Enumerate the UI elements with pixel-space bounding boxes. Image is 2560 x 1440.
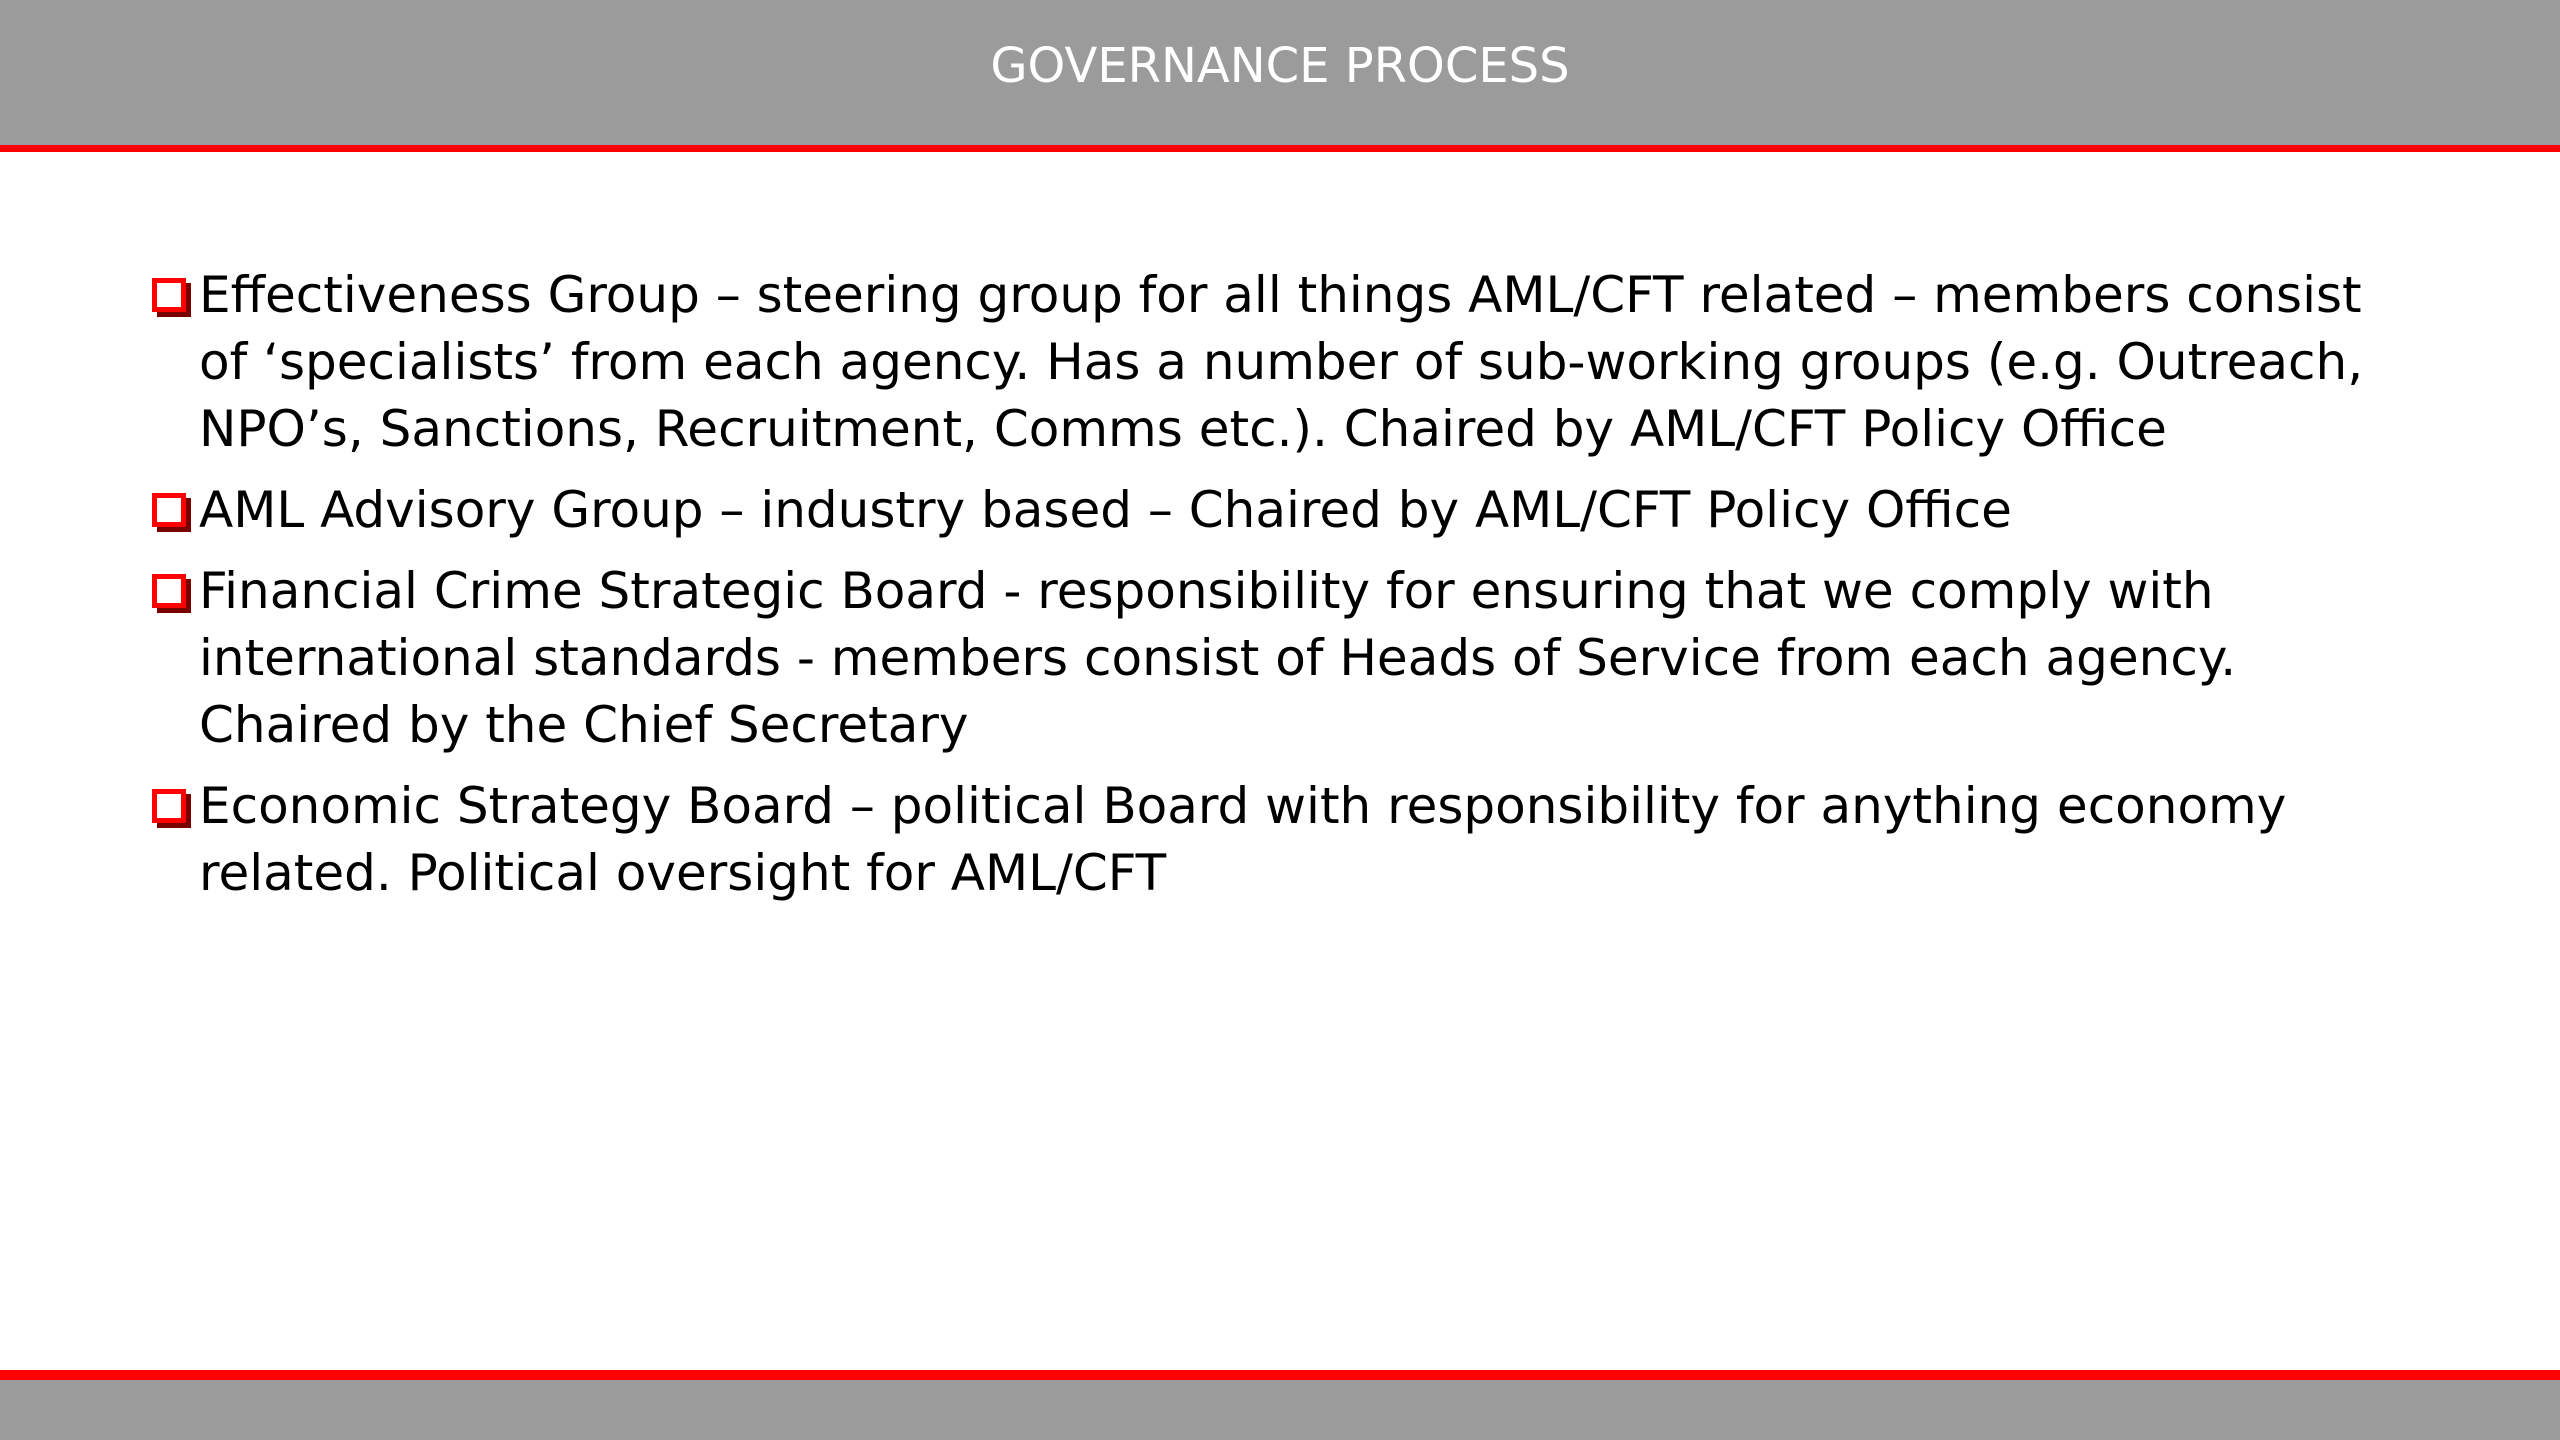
bullet-item-financial-crime-board	[152, 558, 2412, 759]
header-bar	[0, 0, 2560, 152]
bullet-item-effectiveness-group	[152, 262, 2412, 463]
hollow-square-bullet-icon	[152, 278, 186, 312]
bullet-text: Economic Strategy Board – political Board with responsibility for anything economy related. Political oversight for AML/CFT	[199, 777, 2287, 902]
footer-divider	[0, 1370, 2560, 1380]
content-area	[152, 262, 2412, 921]
bullet-list	[152, 262, 2412, 907]
bullet-text: Effectiveness Group – steering group for all things AML/CFT related – members consist of ‘specialists’ from each agency. Has a number of sub-working groups (e.g. Outreach, NPO’s, Sanctions, Recruitment, Comms etc.). Chaired by AML/CFT Policy Office	[199, 266, 2364, 458]
bullet-item-economic-strategy-board	[152, 773, 2412, 907]
hollow-square-bullet-icon	[152, 789, 186, 823]
hollow-square-bullet-icon	[152, 493, 186, 527]
footer-bar	[0, 1380, 2560, 1440]
slide-title: GOVERNANCE PROCESS	[990, 37, 1570, 94]
bullet-text: Financial Crime Strategic Board - responsibility for ensuring that we comply with international standards - members consist of Heads of Service from each agency. Chaired by the Chief Secretary	[199, 562, 2237, 754]
hollow-square-bullet-icon	[152, 574, 186, 608]
bullet-text: AML Advisory Group – industry based – Chaired by AML/CFT Policy Office	[199, 481, 2012, 539]
bullet-item-aml-advisory-group	[152, 477, 2412, 544]
